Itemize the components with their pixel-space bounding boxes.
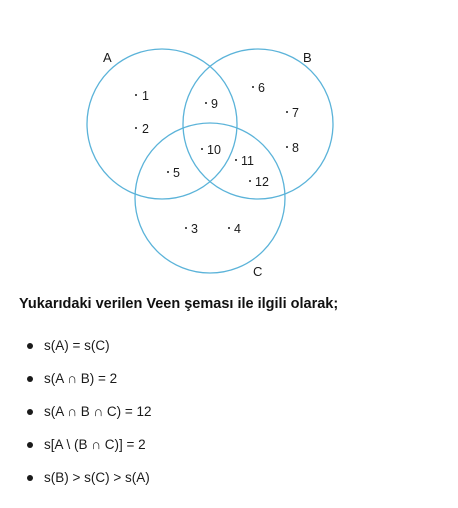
- element-3-label: 3: [191, 222, 198, 236]
- bullet-icon: [27, 376, 33, 382]
- element-6: [252, 81, 265, 95]
- element-8-label: 8: [292, 141, 299, 155]
- set-c-label: C: [253, 264, 263, 279]
- element-1-label: 1: [142, 89, 149, 103]
- element-2: [135, 122, 149, 136]
- option-list: [0, 336, 458, 501]
- element-2-label: 2: [142, 122, 149, 136]
- option-text: s(A) = s(C): [44, 338, 110, 353]
- element-1: [135, 89, 149, 103]
- element-3: [185, 222, 198, 236]
- element-10: [201, 143, 221, 157]
- element-6-label: 6: [258, 81, 265, 95]
- set-a-label: A: [103, 50, 112, 65]
- element-7-label: 7: [292, 106, 299, 120]
- option-item: [0, 435, 458, 468]
- set-b-label: B: [303, 50, 312, 65]
- bullet-icon: [27, 409, 33, 415]
- option-item: [0, 468, 458, 501]
- option-text: s[A \ (B ∩ C)] = 2: [44, 437, 146, 452]
- element-4-label: 4: [234, 222, 241, 236]
- option-item: [0, 336, 458, 369]
- element-7: [286, 106, 299, 120]
- element-12: [249, 175, 269, 189]
- element-4: [228, 222, 241, 236]
- element-5-label: 5: [173, 166, 180, 180]
- element-9-label: 9: [211, 97, 218, 111]
- option-text: s(B) > s(C) > s(A): [44, 470, 150, 485]
- element-9: [205, 97, 218, 111]
- question-text: Yukarıdaki verilen Veen şeması ile ilgili olarak;: [19, 296, 339, 312]
- option-text: s(A ∩ B ∩ C) = 12: [44, 404, 152, 419]
- element-8: [286, 141, 299, 155]
- option-text: s(A ∩ B) = 2: [44, 371, 118, 386]
- option-item: [0, 402, 458, 435]
- bullet-icon: [27, 475, 33, 481]
- element-12-label: 12: [255, 175, 269, 189]
- element-10-label: 10: [207, 143, 221, 157]
- element-11-label: 11: [241, 154, 254, 168]
- bullet-icon: [27, 442, 33, 448]
- bullet-icon: [27, 343, 33, 349]
- set-a-circle: [87, 49, 237, 199]
- option-item: [0, 369, 458, 402]
- element-11: [235, 154, 254, 168]
- element-5: [167, 166, 180, 180]
